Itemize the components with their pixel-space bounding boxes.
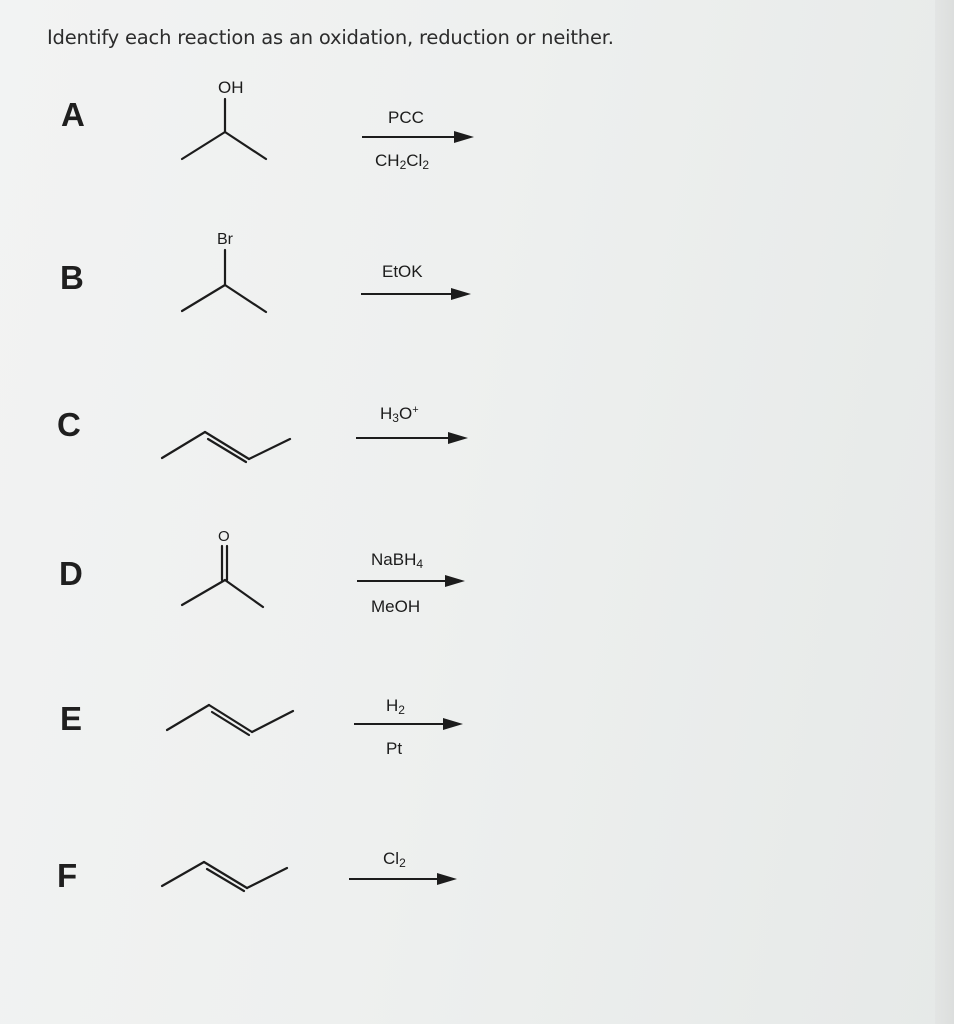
reaction-a-bond-right bbox=[225, 132, 266, 159]
reaction-b-substrate-2-bromopropane bbox=[170, 225, 280, 320]
reaction-e-reagent-below: Pt bbox=[386, 739, 403, 758]
reaction-c-arrow bbox=[356, 432, 468, 444]
reaction-b-arrow bbox=[361, 288, 471, 300]
reaction-f-bond-double-outer bbox=[204, 862, 247, 888]
reaction-f-bond-terminal bbox=[247, 868, 287, 888]
reaction-d-bond-left bbox=[182, 580, 225, 605]
reaction-f-bond-single bbox=[162, 862, 204, 886]
reaction-e-substrate-propene bbox=[155, 697, 305, 747]
reaction-c-substrate-propene bbox=[150, 420, 300, 470]
reaction-e-bond-double-inner bbox=[212, 712, 249, 735]
reaction-d-atom-o: O bbox=[218, 528, 230, 545]
reaction-a-substrate-2-propanol bbox=[170, 75, 280, 170]
reaction-c-bond-double-inner bbox=[208, 439, 246, 462]
reaction-f-bond-double-inner bbox=[207, 869, 244, 891]
reaction-d-reagent-below: MeOH bbox=[371, 597, 421, 616]
reaction-b-reagent-above: EtOK bbox=[382, 262, 423, 281]
reaction-b-bond-left bbox=[182, 285, 225, 311]
reaction-c-bond-single bbox=[162, 432, 205, 458]
reaction-d-reagent-above: NaBH$_4$ bbox=[371, 550, 424, 571]
reaction-f-reagent-above: $Cl_2$ bbox=[383, 849, 406, 870]
reaction-d-substrate-acetone bbox=[170, 523, 280, 618]
reaction-d-label: D bbox=[59, 555, 83, 592]
reaction-e-arrow bbox=[354, 718, 463, 730]
reaction-e-label: E bbox=[60, 700, 83, 737]
reaction-b-atom-br: Br bbox=[217, 231, 233, 248]
reaction-e-bond-terminal bbox=[252, 711, 293, 732]
reaction-c-reagent-above: $H_3O^+$ bbox=[380, 404, 419, 425]
question-title: Identify each reaction as an oxidation, reduction or neither. bbox=[47, 26, 614, 49]
reaction-f-substrate-propene bbox=[150, 853, 300, 903]
reaction-d-bond-right bbox=[225, 580, 263, 607]
reaction-a-label: A bbox=[61, 96, 85, 133]
reaction-b-bond-right bbox=[225, 285, 266, 312]
reaction-c-bond-double-outer bbox=[205, 432, 249, 459]
reaction-c-bond-terminal bbox=[249, 439, 290, 459]
reaction-b-label: B bbox=[60, 259, 84, 296]
reaction-a-reagent-above: PCC bbox=[388, 108, 424, 127]
reaction-a-atom-oh: OH bbox=[218, 78, 244, 97]
page-edge-shadow bbox=[935, 0, 954, 1024]
reaction-e-bond-single bbox=[167, 705, 209, 730]
reaction-d-arrow bbox=[357, 575, 465, 587]
reaction-a-bond-left bbox=[182, 132, 225, 159]
reaction-f-arrow bbox=[349, 873, 457, 885]
reaction-c-label: C bbox=[57, 406, 81, 443]
reaction-e-bond-double-outer bbox=[209, 705, 252, 732]
reaction-e-reagent-above: $H_2$ bbox=[386, 696, 405, 717]
reaction-a-arrow bbox=[362, 131, 474, 143]
reaction-a-reagent-below: $CH_2Cl_2$ bbox=[375, 151, 429, 172]
reaction-f-label: F bbox=[57, 857, 78, 894]
